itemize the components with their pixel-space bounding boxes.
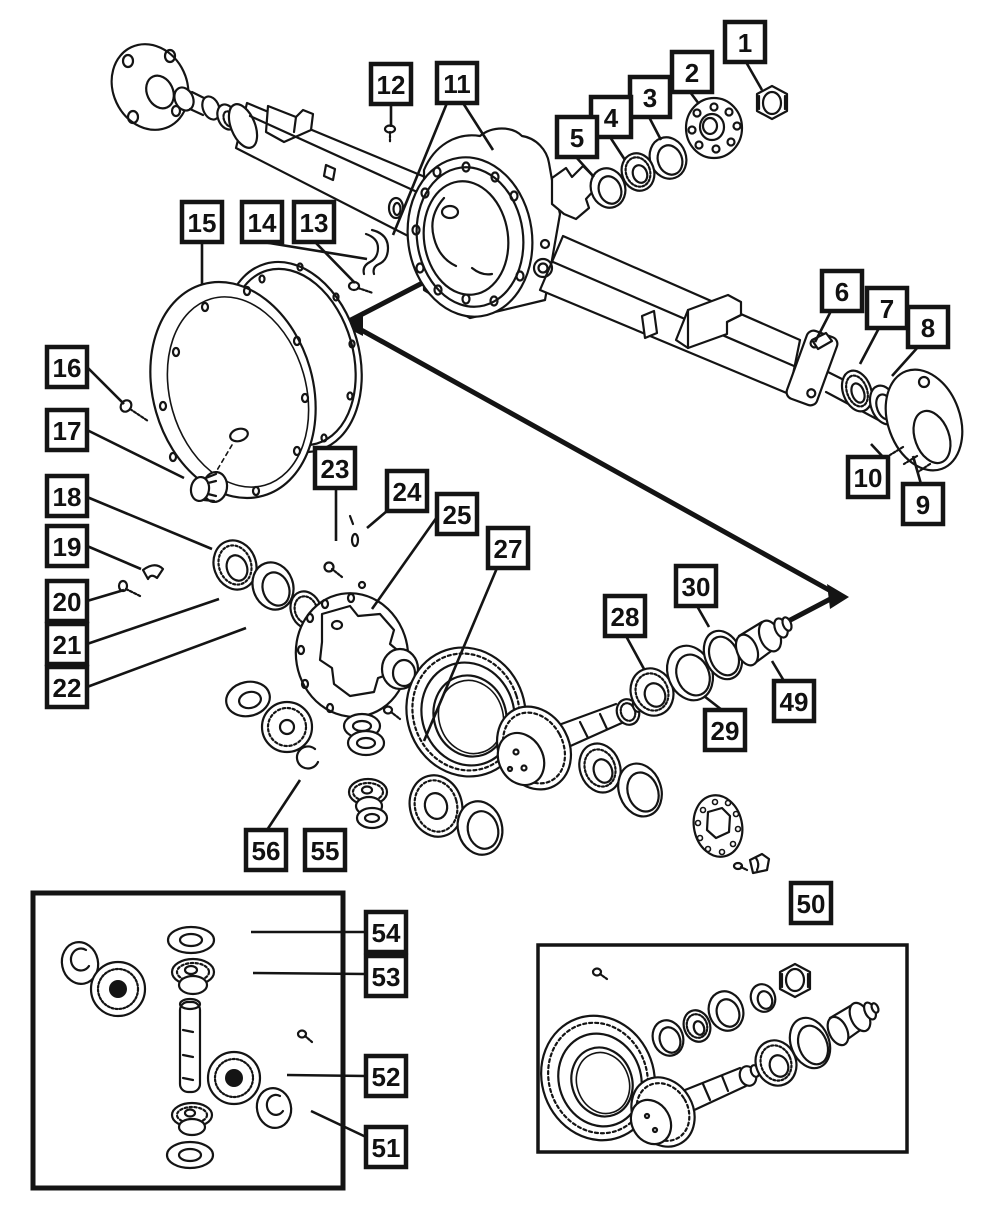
- side-gear-dark-bottom: [208, 1052, 260, 1104]
- callout-number: 14: [247, 208, 277, 238]
- callout-number: 27: [493, 534, 523, 564]
- callout-number: 23: [320, 454, 350, 484]
- callout-number: 29: [710, 716, 740, 746]
- ring-gear-bolt: [384, 707, 400, 720]
- callout-number: 15: [187, 208, 217, 238]
- callout-number: 53: [371, 962, 401, 992]
- inset-ring-and-pinion: [524, 964, 880, 1158]
- callout-leader: [610, 137, 625, 160]
- callout-leader: [87, 546, 141, 569]
- cross-shaft: [180, 999, 200, 1092]
- pinion-gear-top: [172, 959, 214, 994]
- clamp-small-parts: [734, 854, 769, 873]
- set-seal-small: [648, 1016, 689, 1060]
- callout-15: [182, 202, 222, 284]
- callout-56: [246, 780, 300, 870]
- pinion-shim-disc: [688, 791, 748, 862]
- callout-number: 25: [442, 500, 472, 530]
- thrust-washer-top: [168, 927, 214, 953]
- set-spacer: [824, 1000, 880, 1049]
- callout-number: 2: [684, 58, 700, 88]
- callout-7: [860, 288, 907, 364]
- callout-number: 18: [52, 482, 82, 512]
- collapsible-spacer-49: [732, 616, 794, 669]
- callout-leader: [87, 590, 124, 601]
- callout-number: 3: [642, 83, 658, 113]
- thrust-washer: [357, 808, 387, 828]
- callout-leader: [367, 511, 387, 528]
- side-gear-dark-top: [91, 962, 145, 1016]
- callout-number: 4: [603, 103, 619, 133]
- callout-number: 7: [879, 294, 895, 324]
- pinion-nut-1: [757, 86, 787, 119]
- callout-53: [253, 956, 406, 996]
- callout-number: 49: [779, 687, 809, 717]
- callout-leader: [253, 973, 366, 974]
- kit-bolt: [298, 1031, 312, 1043]
- callout-number: 22: [52, 673, 82, 703]
- callout-number: 5: [569, 123, 585, 153]
- callout-number: 21: [52, 630, 82, 660]
- carrier-bearing-set: [119, 534, 327, 633]
- callout-leader: [372, 517, 437, 609]
- callout-10: [848, 444, 888, 497]
- callout-6: [815, 271, 862, 342]
- callout-24: [367, 471, 427, 528]
- callout-55: [305, 830, 345, 870]
- callout-30: [676, 566, 716, 627]
- callout-49: [772, 661, 814, 721]
- set-bolt: [593, 969, 607, 980]
- callout-number: 17: [52, 416, 82, 446]
- callout-number: 6: [834, 277, 850, 307]
- callout-leader: [315, 242, 355, 283]
- callout-number: 10: [853, 463, 883, 493]
- set-washer: [747, 981, 779, 1016]
- shim-clip-19: [143, 565, 163, 579]
- callout-3: [630, 77, 670, 140]
- vent-bolt: [385, 126, 395, 143]
- callout-leader: [860, 328, 879, 364]
- callout-number: 52: [371, 1062, 401, 1092]
- inset-differential-gear-kit: [58, 927, 312, 1168]
- callout-2: [672, 52, 712, 104]
- callout-number: 30: [681, 572, 711, 602]
- callout-number: 20: [52, 587, 82, 617]
- callout-20: [47, 581, 124, 621]
- differential-housing: [397, 129, 800, 395]
- callout-19: [47, 526, 141, 569]
- callout-28: [605, 596, 645, 669]
- set-nut: [780, 964, 810, 997]
- callout-16: [47, 347, 124, 404]
- callout-leader: [311, 1111, 366, 1137]
- lock-bolt-23: [325, 563, 343, 578]
- callout-leader: [267, 780, 300, 830]
- callout-29: [704, 696, 745, 750]
- callout-52: [287, 1056, 406, 1096]
- axle-shaft-left: [98, 31, 240, 142]
- callout-number: 54: [371, 918, 401, 948]
- callout-number: 12: [376, 70, 406, 100]
- callout-leader: [626, 636, 644, 669]
- c-clip-56: [297, 746, 318, 768]
- callout-12: [371, 64, 411, 127]
- callout-1: [725, 22, 765, 90]
- callout-leader: [263, 242, 367, 259]
- callout-number: 51: [371, 1133, 401, 1163]
- callout-leader: [649, 117, 661, 140]
- callout-number: 1: [737, 28, 753, 58]
- callout-number: 11: [443, 69, 471, 99]
- callout-number: 55: [310, 836, 340, 866]
- callout-number: 13: [299, 208, 329, 238]
- callout-51: [311, 1111, 406, 1167]
- callout-number: 24: [392, 477, 422, 507]
- callout-number: 56: [251, 836, 281, 866]
- callout-number: 9: [915, 490, 931, 520]
- callout-number: 19: [52, 532, 82, 562]
- callout-number: 50: [796, 889, 826, 919]
- callout-54: [251, 912, 406, 952]
- callout-5: [557, 117, 597, 177]
- c-washer-bottom: [253, 1085, 295, 1131]
- callout-leader: [87, 599, 219, 644]
- bolt-20: [119, 581, 140, 596]
- callout-leader: [87, 367, 124, 404]
- callout-leader: [697, 606, 709, 627]
- pinion-mate-shaft-24: [350, 516, 366, 602]
- pinion-flange-2: [686, 98, 742, 158]
- callout-leader: [287, 1075, 366, 1076]
- callout-leader: [772, 661, 784, 681]
- side-gear: [262, 702, 312, 752]
- callout-leader: [746, 62, 762, 90]
- callout-50: [791, 883, 831, 923]
- pinion-gear-bottom: [172, 1103, 212, 1135]
- callout-number: 8: [920, 313, 936, 343]
- callout-number: 16: [52, 353, 82, 383]
- thrust-washer-bottom: [167, 1142, 213, 1168]
- callout-leader: [87, 497, 212, 549]
- callout-number: 28: [610, 602, 640, 632]
